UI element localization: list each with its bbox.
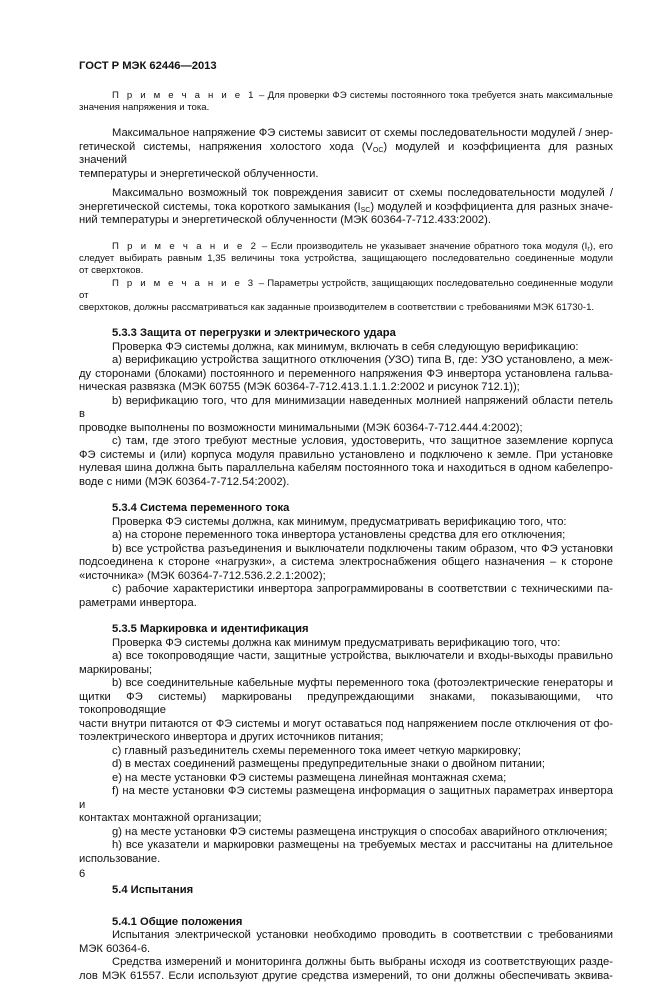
note-2: П р и м е ч а н и е 2 – Если производитель не указывает значение обратного тока модуля $(I_r)$, его следует выбирать равным 1,35 величины тока устройства, защищающего последовательно соединенные модули от сверхтоков. [79,240,613,277]
section-heading-5-3-4: 5.3.4 Система переменного тока [112,502,290,515]
note-3: П р и м е ч а н и е 3 – Параметры устройств, защищающих последовательно соединенные модули от сверхтоков, должны рассматриваться как заданные производителем в соответствии с требованиями МЭК 61730-1. [79,277,613,313]
section-5-3-4-body: Проверка ФЭ системы должна, как минимум, предусматривать верификацию того, что: а) на стороне переменного тока инвертора установлены средства для его отключения; b) все устройства разъединения и выключатели подключены таким образом, что ФЭ установки подсоединена к стороне «нагрузки», а система электроснабжения общего назначения – к стороне «источника» (МЭК 60364-7-712.536.2.2.1:2002); c) рабочие характеристики инвертора запрограммированы в соответствии с техническими па- раметрами инвертора. [79,515,613,609]
section-5-3-3-body: Проверка ФЭ системы должна, как минимум, включать в себя следующую верификацию: а) верификацию устройства защитного отключения (УЗО) типа B, где: УЗО установлено, а меж- ду сторонами (блоками) постоянного и переменного напряжения ФЭ инвертора установлена гальва- ническая развязка (МЭК 60755 (МЭК 60364-7-712.413.1.1.1.2:2002 и рисунок 712.1)); b) верификацию того, что для минимизации наведенных молнией напряжений области петель в проводке выполнены по возможности минимальными (МЭК 60364-7-712.444.4:2002); c) там, где этого требуют местные условия, удостоверить, что защитное заземление корпуса ФЭ системы и (или) корпуса модуля правильно установлено и подключено к земле. При установке нулевая шина должна быть параллельна кабелям постоянного тока и находиться в одном кабелепро- воде с ними (МЭК 60364-7-712.54:2002). [79,340,613,488]
section-heading-5-4-1: 5.4.1 Общие положения [112,915,243,928]
section-heading-5-4: 5.4 Испытания [112,884,194,897]
section-heading-5-3-3: 5.3.3 Защита от перегрузки и электрического удара [112,327,396,340]
note-label: П р и м е ч а н и е 3 [112,277,256,289]
note-1: П р и м е ч а н и е 1 – Для проверки ФЭ системы постоянного тока требуется знать максимальные значения напряжения и тока. [79,90,613,114]
page-content [79,90,613,983]
section-5-4-1-body: Испытания электрической установки необходимо проводить в соответствии с требованиями МЭК 60364-6. Средства измерений и мониторинга должны быть выбраны исходя из соответствующих разде- лов МЭК 61557. Если используют другие средства измерений, то они должны обеспечивать эквива- [79,929,613,982]
paragraph-max-voltage: Максимальное напряжение ФЭ системы зависит от схемы последовательности модулей / энер- гетической системы, напряжения холостого хода $(V_{OC})$ модулей и коэффициента для разных значений температуры и энергетической облученности. [79,127,613,180]
section-5-3-5-body: Проверка ФЭ системы должна как минимум предусматривать верификацию того, что: а) все токопроводящие части, защитные устройства, выключатели и входы-выходы правильно маркированы; b) все соединительные кабельные муфты переменного тока (фотоэлектрические генераторы и щитки ФЭ системы) маркированы предупреждающими знаками, показывающими, что токопроводящие части внутри питаются от ФЭ системы и могут оставаться под напряжением после отключения от фо- тоэлектрического инвертора и других источников питания; c) главный разъединитель схемы переменного тока имеет четкую маркировку; d) в местах соединений размещены предупредительные знаки о двойном питании; e) на месте установки ФЭ системы размещена линейная монтажная схема; f) на месте установки ФЭ системы размещена информация о защитных параметрах инвертора и контактах монтажной организации; g) на месте установки ФЭ системы размещена инструкция о способах аварийного отключения; h) все указатели и маркировки размещены на требуемых местах и рассчитаны на длительное использование. [79,636,613,865]
page-number: 6 [79,868,86,880]
note-label: П р и м е ч а н и е 1 [112,90,256,101]
section-heading-5-3-5: 5.3.5 Маркировка и идентификация [112,623,309,636]
paragraph-max-current: Максимально возможный ток повреждения зависит от схемы последовательности модулей / энергетической системы, тока короткого замыкания $(I_{SC})$ модулей и коэффициента для разных значе- ний температуры и энергетической облученности (МЭК 60364-7-712.433:2002). [79,187,613,227]
note-label: П р и м е ч а н и е 2 [112,240,259,252]
document-header: ГОСТ Р МЭК 62446—2013 [79,60,217,72]
